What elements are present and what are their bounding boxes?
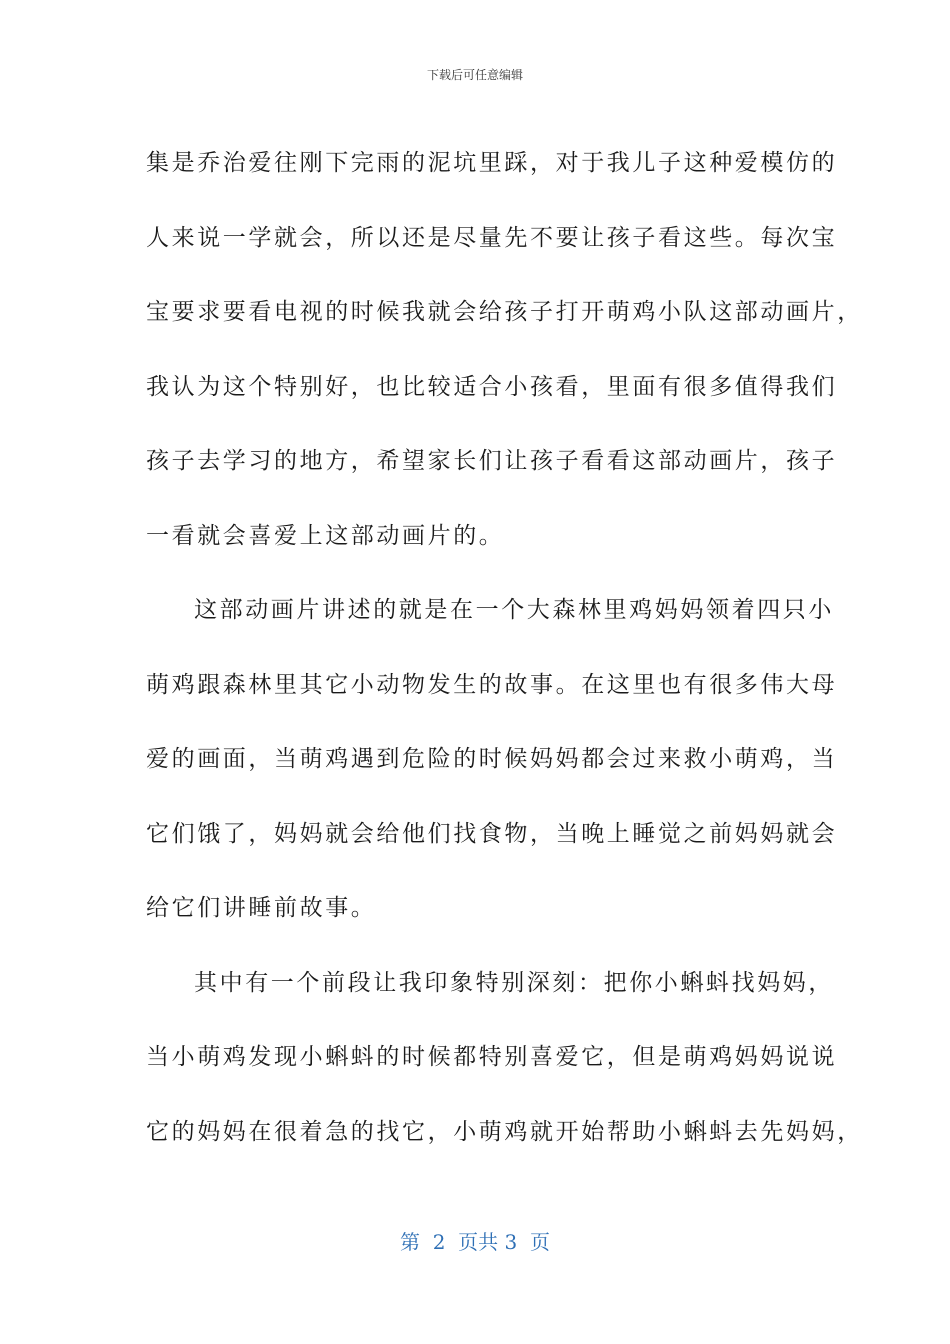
text-line: 它们饿了，妈妈就会给他们找食物，当晚上睡觉之前妈妈就会 [146,820,838,847]
text-line: 一看就会喜爱上这部动画片的。 [146,522,505,549]
paragraph-start-line: 这部动画片讲述的就是在一个大森林里鸡妈妈领着四只小 [194,597,834,623]
text-line: 它的妈妈在很着急的找它，小萌鸡就开始帮助小蝌蚪去先妈妈， [146,1118,863,1145]
document-body [146,126,863,1169]
text-line: 宝要求要看电视的时候我就会给孩子打开萌鸡小队这部动画片， [146,299,863,325]
page-header: 下载后可任意编辑 [426,68,523,82]
text-line: 爱的画面，当萌鸡遇到危险的时候妈妈都会过来救小萌鸡，当 [146,746,838,772]
text-line: 当小萌鸡发现小蝌蚪的时候都特别喜爱它，但是萌鸡妈妈说说 [146,1044,838,1070]
text-line: 我认为这个特别好，也比较适合小孩看，里面有很多值得我们 [146,373,838,400]
text-line: 孩子去学习的地方，希望家长们让孩子看看这部动画片，孩子 [146,448,838,474]
page-number-footer: 第 2 页共 3 页 [400,1230,550,1254]
text-line: 人来说一学就会，所以还是尽量先不要让孩子看这些。每次宝 [146,224,838,251]
text-line: 集是乔治爱往刚下完雨的泥坑里踩，对于我儿子这种爱模仿的 [146,150,838,176]
text-line: 给它们讲睡前故事。 [146,895,377,921]
text-line: 萌鸡跟森林里其它小动物发生的故事。在这里也有很多伟大母 [146,671,838,698]
paragraph-start-line: 其中有一个前段让我印象特别深刻：把你小蝌蚪找妈妈， [194,969,834,996]
